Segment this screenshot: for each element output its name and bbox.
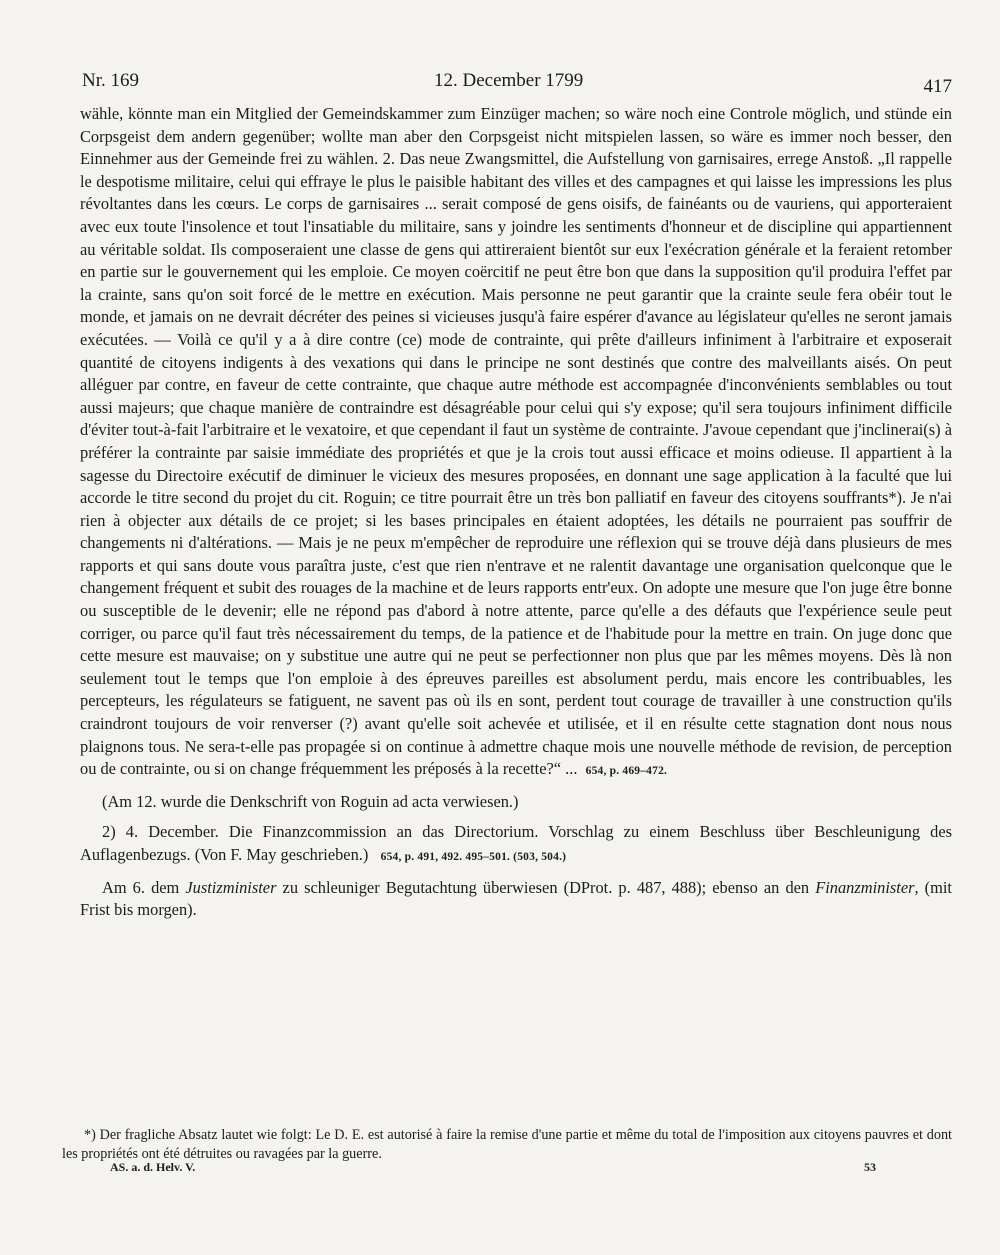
am6-middle: zu schleuniger Begutachtung überwiesen (DProt. p. 487, 488); ebenso an den xyxy=(276,877,816,897)
footnote xyxy=(62,1126,952,1164)
main-paragraph-text: wähle, könnte man ein Mitglied der Gemeindskammer zum Einzüger machen; so wäre noch eine Controle möglich, und stünde ein Corpsgeist dem andern gegenüber; wollte man aber den Corpsgeist nicht mitspielen lassen, so wäre es immer noch besser, den Einnehmer aus der Gemeinde frei zu wählen. 2. Das neue Zwangsmittel, die Aufstellung von garnisaires, errege Anstoß. „Il rappelle le despotisme militaire, celui qui effraye le plus le paisible habitant des villes et des campagnes et qui laisse les impressions les plus révoltantes dans les cœurs. Le corps de garnisaires ... serait composé de gens oisifs, de fainéants ou de vauriens, qui apporteraient avec eux toute l'insolence et tout l'insatiable du militaire, sans y joindre les sentiments d'honneur et de discipline qui appartiennent au véritable soldat. Ils composeraient une classe de gens qui attireraient bientôt sur eux l'exécration générale et la feraient retomber en partie sur le gouvernement qui les emploie. Ce moyen coërcitif ne peut être bon que dans la supposition qu'il produira l'effet par la crainte, sans qu'on soit forcé de le mettre en exécution. Mais personne ne peut garantir que la crainte seule fera obéir tout le monde, et jamais on ne devrait décréter des peines si vicieuses jusqu'à faire espérer d'avance au législateur qu'elles ne seront jamais exécutées. — Voilà ce qu'il y a à dire contre (ce) mode de contrainte, qui prête d'ailleurs infiniment à l'arbitraire et exposerait quantité de citoyens indigents à des vexations qui dans le principe ne sont destinés que contre des malveillants aisés. On peut alléguer par contre, en faveur de cette contrainte, que chaque autre méthode est accompagnée d'inconvénients semblables ou tout aussi majeurs; que chaque manière de contraindre est désagréable pour celui qui s'y expose; qu'il sera toujours infiniment difficile d'éviter tout-à-fait l'arbitraire et le vexatoire, et que cependant il faut un système de contrainte. J'avoue cependant que j'inclinerai(s) à préférer la contrainte par saisie immédiate des propriétés et que je la crois tout aussi efficace et moins odieuse. Il appartient à la sagesse du Directoire exécutif de diminuer le vicieux des mesures proposées, en donnant une sage application à la faculté que lui accorde le titre second du projet du cit. Roguin; ce titre pourrait être un très bon palliatif en faveur des citoyens souffrants*). Je n'ai rien à objecter aux détails de ce projet; si les bases principales en étaient adoptées, les détails ne pourraient pas souffrir de changements ni d'altérations. — Mais je ne peux m'empêcher de reproduire une réflexion qui se trouve déjà dans plusieurs de mes rapports et qui sans doute vous paraîtra juste, c'est que rien n'entrave et ne ralentit davantage une organisation quelconque que le changement fréquent et subit des rouages de la machine et de leurs rapports entr'eux. On adopte une mesure que l'on juge être bonne ou susceptible de le devenir; elle ne répond pas d'abord à notre attente, parce qu'elle a des défauts que l'expérience seule peut corriger, ou parce qu'il faut très nécessairement du temps, de la patience et de l'habitude pour la mettre en train. On juge donc que cette mesure est mauvaise; on y substitue une autre qui ne peut se perfectionner non plus que par les mêmes moyens. Dès là non seulement tout le temps que l'on emploie à des épreuves pareilles est absolument perdu, mais encore les contribuables, les percepteurs, les régulateurs se fatiguent, ne savent pas où ils en sont, perdent tout courage de travailler à une construction qu'ils craindront toujours de voir renverser (?) avant qu'elle soit achevée et utilisée, et il en résulte cette stagnation dont nous nous plaignons tous. Ne sera-t-elle pas propagée si on continue à admettre chaque mois une nouvelle méthode de revision, de perception ou de contrainte, ou si on change fréquemment les préposés à la recette?“ ... xyxy=(80,104,952,779)
footer-signature: AS. a. d. Helv. V. xyxy=(110,1160,196,1174)
running-header xyxy=(82,70,952,100)
main-paragraph xyxy=(80,103,952,783)
paragraph-2-source: 654, p. 491, 492. 495–501. (503, 504.) xyxy=(380,851,567,863)
body-text xyxy=(80,103,952,922)
paragraph-2-text: 2) 4. December. Die Finanzcommission an das Directorium. Vorschlag zu einem Beschluss über Beschleunigung des Auflagenbezugs. (Von F. May geschrieben.) xyxy=(80,822,952,864)
footer-sheet-number: 53 xyxy=(864,1160,876,1174)
paragraph-am6 xyxy=(80,877,952,922)
footnote-text: *) Der fragliche Absatz lautet wie folgt: Le D. E. est autorisé à faire la remise d'une partie et même du total de l'imposition aux citoyens pauvres et dont les propriétés ont été détruites ou ravagées par la guerre. xyxy=(62,1127,952,1162)
am6-suffix: , (mit Frist bis morgen). xyxy=(80,877,952,920)
document-number: Nr. 169 xyxy=(82,70,139,91)
am6-prefix: Am 6. dem xyxy=(102,877,186,897)
source-reference: 654, p. 469–472. xyxy=(585,765,668,778)
header-date: 12. December 1799 xyxy=(434,70,584,91)
justizminister-italic: Justizminister xyxy=(185,877,277,897)
finanzminister-italic: Finanzminister xyxy=(815,877,915,897)
paragraph-2 xyxy=(80,821,952,868)
note-paragraph-am12: (Am 12. wurde die Denkschrift von Roguin ad acta verwiesen.) xyxy=(102,791,519,811)
page-number: 417 xyxy=(923,76,952,97)
